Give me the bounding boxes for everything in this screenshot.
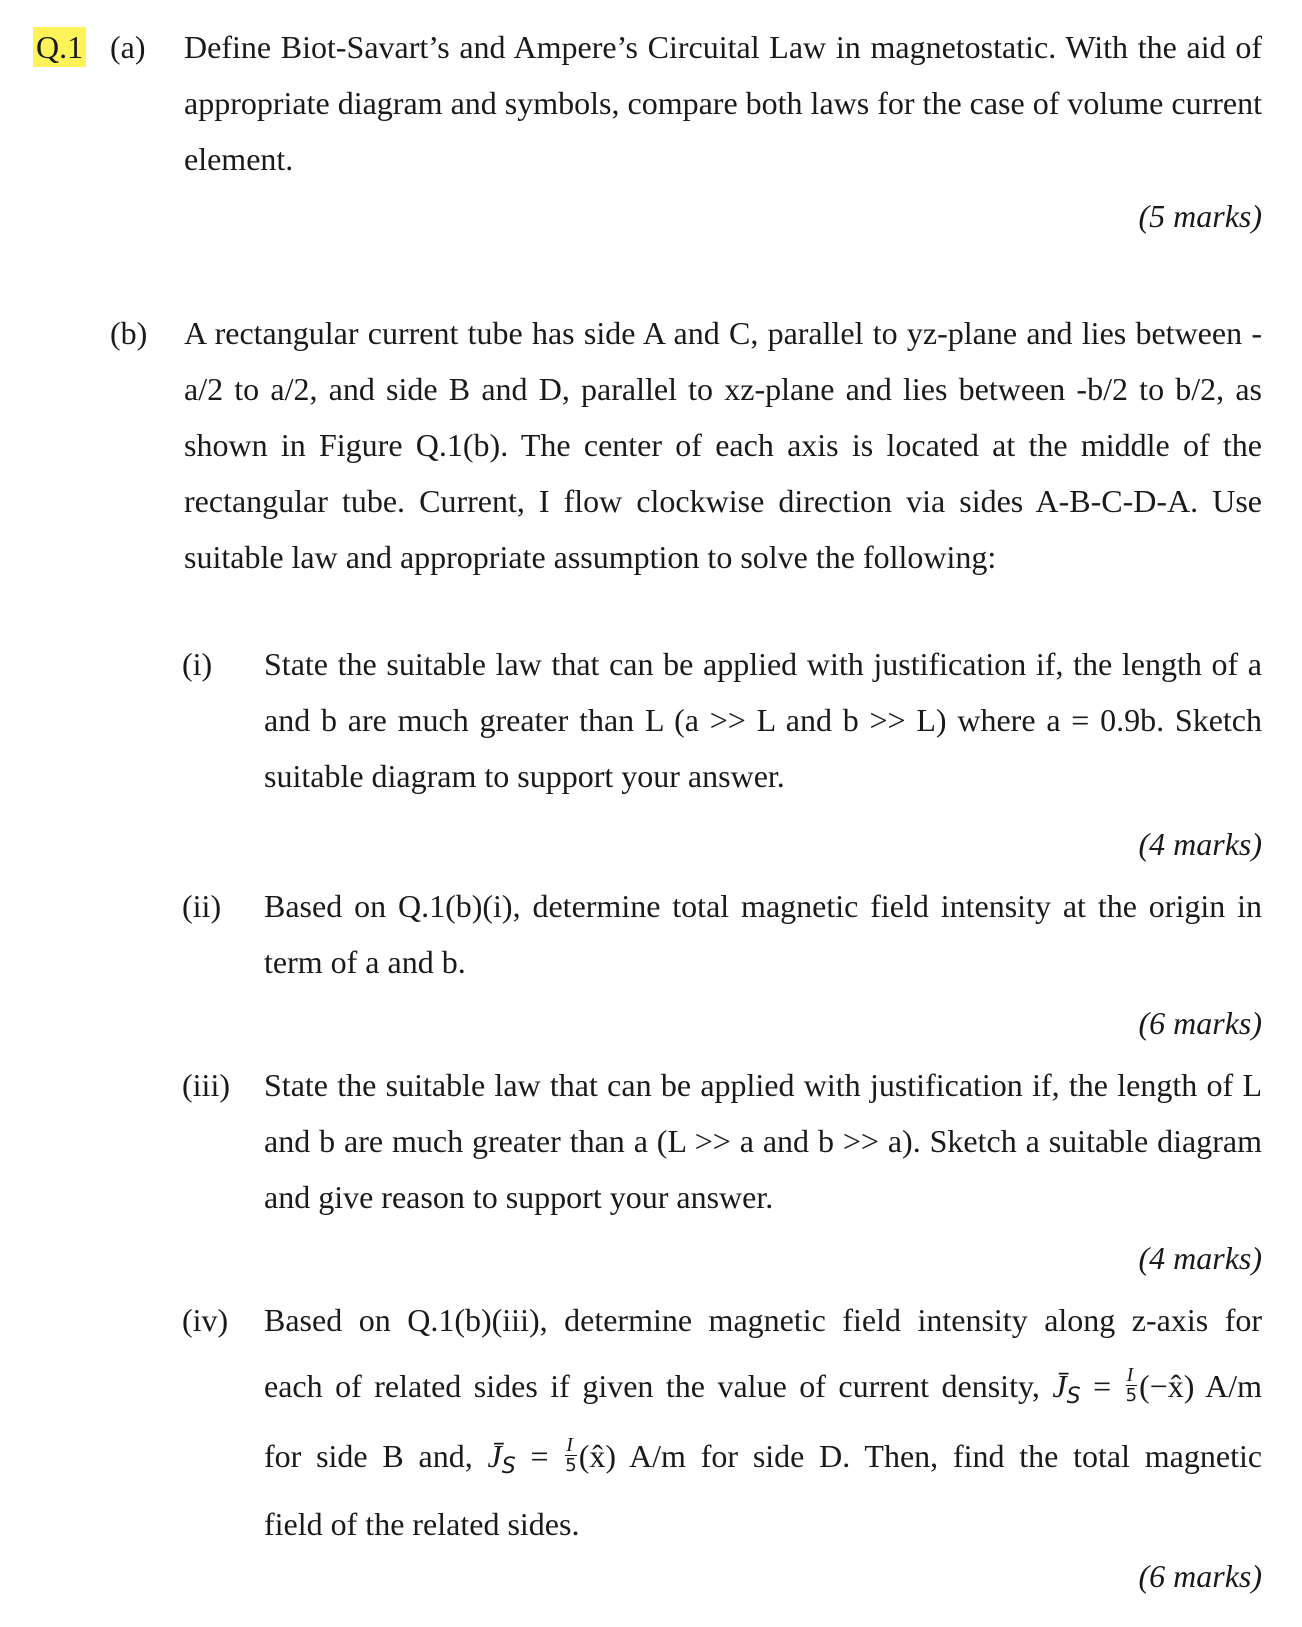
sub-iv-line-3: [264, 1432, 1262, 1485]
sub-i-marks: (4 marks): [1138, 826, 1262, 862]
sub-i-label: (i): [182, 646, 213, 682]
direction-x: (x̂) A/m: [578, 1438, 686, 1474]
sub-iv-label: (iv): [182, 1302, 229, 1338]
sub-iii-label: (iii): [182, 1067, 230, 1103]
sub-iv-line-2: [264, 1362, 1262, 1415]
fraction-i-over-5: [565, 1435, 576, 1476]
sub-iv-line-3-pre: for side B and,: [264, 1438, 473, 1474]
part-a-label: (a): [110, 29, 146, 65]
sub-i-text: State the suitable law that can be applied with justification if, the length of a and b are much greater than L (a >> L and b >> L) where a = 0.9b. Sketch suitable diagram to support your answer.: [264, 646, 1262, 794]
part-a-text: Define Biot-Savart’s and Ampere’s Circuital Law in magnetostatic. With the aid of appropriate diagram and symbols, compare both laws for the case of volume current element.: [184, 29, 1262, 177]
sub-iii-marks: (4 marks): [1138, 1240, 1262, 1276]
sub-iv-line-1-text: Based on Q.1(b)(iii), determine magnetic field intensity along z-axis for: [264, 1302, 1262, 1338]
sub-iv-line-1: [264, 1296, 1262, 1344]
sub-iv-marks: (6 marks): [1138, 1558, 1262, 1594]
equals-sign: =: [530, 1438, 549, 1474]
current-density-expression-d: [487, 1434, 686, 1479]
part-b-text: A rectangular current tube has side A and C, parallel to yz-plane and lies between -a/2 to a/2, and side B and D, parallel to xz-plane and lies between -b/2 to b/2, as shown in Figure Q.1(b). The center of each axis is located at the middle of the rectangular tube. Current, I flow clockwise direction via sides A-B-C-D-A. Use suitable law and appropriate assumption to solve the following:: [184, 315, 1262, 575]
fraction-denominator: 5: [565, 1455, 577, 1477]
sub-ii-label: (ii): [182, 888, 222, 924]
sub-ii-text: Based on Q.1(b)(i), determine total magnetic field intensity at the origin in term of a and b.: [264, 888, 1262, 980]
question-number: Q.1: [33, 27, 86, 67]
sub-iv-line-3-post: for side D. Then, find the total magnetic: [700, 1438, 1263, 1474]
fraction-numerator: I: [1126, 1365, 1137, 1386]
sub-iii-text: State the suitable law that can be applied with justification if, the length of L and b are much greater than a (L >> a and b >> a). Sketch a suitable diagram and give reason to support your answer.: [264, 1067, 1262, 1215]
sub-iv-line-4-text: field of the related sides.: [264, 1506, 580, 1542]
js-symbol: J̄: [1052, 1368, 1067, 1404]
current-density-expression-b: [1052, 1364, 1263, 1409]
fraction-i-over-5: [1126, 1365, 1137, 1406]
sub-ii-marks: (6 marks): [1138, 1005, 1262, 1041]
part-b-label: (b): [110, 315, 148, 351]
equals-sign: =: [1093, 1368, 1112, 1404]
js-symbol: J̄: [487, 1438, 502, 1474]
js-subscript: S: [501, 1454, 516, 1479]
sub-iv-line-2-text: each of related sides if given the value of current density,: [264, 1368, 1040, 1404]
fraction-numerator: I: [565, 1435, 576, 1456]
js-subscript: S: [1066, 1384, 1081, 1409]
part-a-marks: (5 marks): [1138, 198, 1262, 234]
direction-neg-x: (−x̂) A/m: [1139, 1368, 1263, 1404]
sub-iv-line-4: [264, 1500, 1262, 1548]
fraction-denominator: 5: [1125, 1385, 1138, 1407]
